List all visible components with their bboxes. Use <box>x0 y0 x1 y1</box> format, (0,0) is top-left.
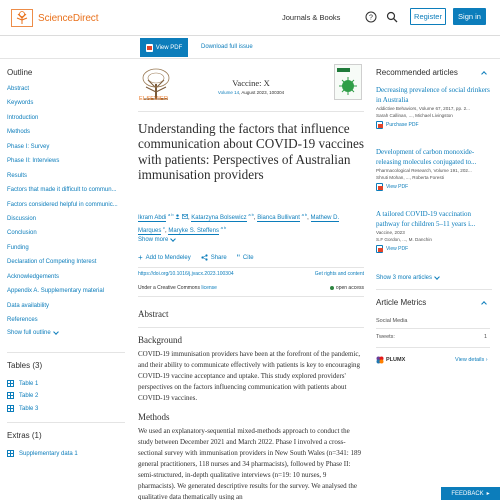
view-pdf-link[interactable] <box>376 245 490 253</box>
table-icon <box>7 405 14 412</box>
plumx-label: PLUMX <box>386 357 406 363</box>
outline-item[interactable]: Appendix A. Supplementary material <box>7 288 105 295</box>
outline-item[interactable]: Factors considered helpful in communic... <box>7 201 118 208</box>
open-access-badge <box>330 285 364 291</box>
divider <box>7 422 125 423</box>
outline-item[interactable]: Funding <box>7 244 29 251</box>
svg-text:?: ? <box>369 14 373 22</box>
pdf-icon <box>146 44 153 52</box>
show-more-articles-button[interactable] <box>376 275 439 281</box>
outline-title: Outline <box>7 68 33 77</box>
open-access-label: open access <box>335 285 364 291</box>
share-icon <box>201 254 208 261</box>
quote-icon: " <box>236 252 240 263</box>
outline-item[interactable]: Phase I: Survey <box>7 143 50 150</box>
author-affiliation[interactable]: a b <box>220 225 227 230</box>
recommended-article <box>376 86 490 129</box>
recommended-article-title[interactable]: Decreasing prevalence of social drinkers in Australia <box>376 86 490 104</box>
doi-row <box>138 267 364 297</box>
search-icon[interactable] <box>386 11 398 23</box>
show-more-button[interactable] <box>138 237 175 243</box>
journal-header <box>138 62 364 112</box>
view-details-label: View details <box>455 357 485 363</box>
recommended-article <box>376 210 490 253</box>
open-access-icon <box>330 286 334 290</box>
virus-illustration-icon <box>338 75 358 97</box>
article-actions <box>138 253 254 262</box>
outline-item[interactable]: Introduction <box>7 114 39 121</box>
license-text <box>138 285 217 291</box>
recommended-article-authors: Shruti Mohan, ..., Roberta Foresti <box>376 175 444 180</box>
outline-item[interactable]: Abstract <box>7 86 30 92</box>
extras-title: Extras (1) <box>7 431 42 440</box>
outline-item[interactable]: References <box>7 317 38 323</box>
share-button[interactable] <box>201 254 227 261</box>
help-icon[interactable] <box>365 11 377 23</box>
outline-item[interactable]: Factors that made it difficult to commun... <box>7 187 117 194</box>
cite-label: Cite <box>242 254 254 261</box>
divider <box>376 328 490 329</box>
view-pdf-link-label: View PDF <box>386 246 409 252</box>
show-full-outline-button[interactable] <box>7 330 125 336</box>
abstract-heading: Abstract <box>138 309 169 319</box>
sciencedirect-home-link[interactable] <box>11 9 98 27</box>
plus-icon: + <box>138 253 143 262</box>
author-affiliation[interactable]: a b <box>301 212 308 217</box>
license-prefix: Under a Creative Commons <box>138 285 202 291</box>
journal-volume <box>138 90 364 95</box>
show-more-label: Show more <box>138 237 169 243</box>
journals-books-link[interactable]: Journals & Books <box>282 13 341 22</box>
rights-link[interactable]: Get rights and content <box>314 271 364 277</box>
outline-item[interactable]: Keywords <box>7 100 34 107</box>
pdf-toolbar <box>0 36 500 59</box>
outline-item[interactable]: Phase II: Interviews <box>7 158 60 165</box>
pdf-icon <box>376 245 383 253</box>
brand-name: ScienceDirect <box>38 12 99 24</box>
recommended-article-source: Addictive Behaviors, Volume 67, 2017, pp. 2... <box>376 106 470 111</box>
recommended-article-source: Vaccine, 2023 <box>376 230 405 235</box>
journal-cover-image[interactable] <box>334 64 362 100</box>
pdf-icon <box>376 121 383 129</box>
chevron-down-icon <box>53 330 59 336</box>
view-pdf-button[interactable] <box>140 38 188 57</box>
journal-title[interactable]: Vaccine: X <box>232 78 270 88</box>
recommended-article <box>376 148 490 191</box>
author-link[interactable]: Katarzyna Bolsewicz <box>191 215 247 221</box>
feedback-label: FEEDBACK <box>451 490 484 497</box>
add-to-mendeley-label: Add to Mendeley <box>145 254 191 261</box>
license-link[interactable]: license <box>201 285 217 291</box>
table-icon <box>7 380 14 387</box>
methods-text: We used an explanatory-sequential mixed-methods approach to conduct the study between December 2021 and March 2022. Phase I involved a cross-sectional survey with immunisation providers in New South Wales (n=341: 189 general practitioners, 118 nurses and 34 pharmacists), followed by Phase II: semi-structured, in-depth qualitative interviews (n=19: 10 nurses, 9 pharmacists). We generated descriptive results for the survey. We analysed the qualitative data thematically using an <box>138 427 361 500</box>
purchase-pdf-label: Purchase PDF <box>386 122 419 128</box>
chat-icon: ▸ <box>486 491 490 497</box>
social-media-label: Social Media <box>376 318 408 324</box>
view-pdf-label: View PDF <box>155 44 183 51</box>
table-link[interactable] <box>7 392 38 399</box>
table-link-label: Table 3 <box>19 405 39 412</box>
table-link[interactable] <box>7 380 38 387</box>
author-link[interactable]: Ikram Abdi <box>138 215 167 221</box>
author-list: Ikram Abdi $^{a b}$ , Katarzyna Bolsewicz $^{a b}$, Bianca Bullivant $^{a b}$, Mathew D. Marques $^c$, Maryke S. Steffens $^{a b}$ <box>138 212 340 234</box>
view-pdf-link-label: View PDF <box>386 184 409 190</box>
tweets-label: Tweets: <box>376 334 395 340</box>
article-title: Understanding the factors that influence communication about COVID-19 vaccines with patients: Perspectives of Australian immunisation providers <box>138 121 364 182</box>
divider <box>7 352 125 353</box>
doi-link[interactable]: https://doi.org/10.1016/j.jvacx.2023.100304 <box>138 271 234 277</box>
outline-item[interactable]: Conclusion <box>7 230 37 237</box>
view-details-link[interactable] <box>455 357 488 363</box>
volume-link[interactable]: Volume 14 <box>217 90 240 95</box>
background-text: COVID-19 immunisation providers have been at the forefront of the pandemic, and their ability to communicate effectively with patients is key to encouraging COVID-19 vaccine acceptance and uptake. This study explored providers' perspectives on the factors influencing communication with patients about COVID-19 vaccines. <box>138 350 361 402</box>
table-link-label: Table 2 <box>19 392 39 399</box>
table-link[interactable] <box>7 405 38 412</box>
divider <box>138 327 364 328</box>
cover-band <box>337 68 350 72</box>
author-link[interactable]: Maryke S. Steffens <box>168 228 219 234</box>
author-affiliation[interactable]: a b <box>248 212 254 217</box>
plumx-logo <box>376 356 405 364</box>
show-full-outline-label: Show full outline <box>7 330 51 337</box>
top-header <box>0 0 500 36</box>
author-affiliation[interactable]: a b <box>168 212 174 217</box>
recommended-article-title[interactable]: Development of carbon monoxide-releasing molecules conjugated to... <box>376 148 477 166</box>
tables-title: Tables (3) <box>7 361 43 370</box>
divider <box>376 289 492 290</box>
recommended-article-authors: Sarah Callinan, ..., Michael Livingston <box>376 113 453 118</box>
person-icon <box>175 214 180 219</box>
view-pdf-link[interactable] <box>376 183 490 191</box>
supplementary-link[interactable] <box>7 450 78 457</box>
outline-item[interactable]: Methods <box>7 129 31 136</box>
author-affiliation[interactable]: c <box>163 225 166 230</box>
recommended-article-title[interactable]: A tailored COVID-19 vaccination pathway for children 5–11 years i... <box>376 210 476 228</box>
outline-item[interactable]: Declaration of Competing Interest <box>7 259 97 266</box>
arrow-right-icon: › <box>485 357 488 363</box>
author-link[interactable]: Mathew D. Marques <box>138 215 340 234</box>
recommended-title: Recommended articles <box>376 68 458 77</box>
publisher-name: ELSEVIER <box>139 96 169 102</box>
mail-icon[interactable] <box>182 214 188 219</box>
cite-button[interactable] <box>236 252 254 263</box>
recommended-article-authors: S.F Gordon, ..., M. Danchin <box>376 237 432 242</box>
divider <box>376 347 490 348</box>
outline-panel <box>7 68 125 336</box>
register-button[interactable]: Register <box>410 8 446 25</box>
chevron-down-icon <box>171 236 177 242</box>
outline-item[interactable]: Data availability <box>7 302 50 309</box>
outline-item[interactable]: Discussion <box>7 215 37 222</box>
table-link-label: Table 1 <box>19 380 39 387</box>
methods-heading: Methods <box>138 412 170 422</box>
article-metrics-title: Article Metrics <box>376 298 427 307</box>
sign-in-button[interactable]: Sign in <box>453 8 486 25</box>
background-heading: Background <box>138 335 182 345</box>
outline-item[interactable]: Results <box>7 172 28 179</box>
document-icon <box>7 450 14 457</box>
volume-details: , August 2023, 100304 <box>239 90 285 95</box>
feedback-button[interactable] <box>441 487 500 500</box>
recommended-header <box>376 68 492 80</box>
plumx-icon <box>376 356 384 364</box>
pdf-icon <box>376 183 383 191</box>
tweets-count: 1 <box>484 334 488 340</box>
supplementary-link-label: Supplementary data 1 <box>19 450 78 457</box>
table-icon <box>7 392 14 399</box>
elsevier-tree-icon <box>11 9 33 27</box>
add-to-mendeley-button[interactable] <box>138 253 191 262</box>
author-link[interactable]: Bianca Bullivant <box>257 215 300 221</box>
purchase-pdf-link[interactable] <box>376 121 490 129</box>
collapse-metrics-icon[interactable] <box>481 301 487 307</box>
chevron-down-icon <box>434 274 440 280</box>
show-more-articles-label: Show 3 more articles <box>376 275 433 281</box>
share-label: Share <box>210 254 227 261</box>
outline-item[interactable]: Acknowledgements <box>7 273 60 280</box>
recommended-article-source: Pharmacological Research, Volume 191, 202... <box>376 168 472 173</box>
download-full-issue-link[interactable]: Download full issue <box>201 44 253 50</box>
